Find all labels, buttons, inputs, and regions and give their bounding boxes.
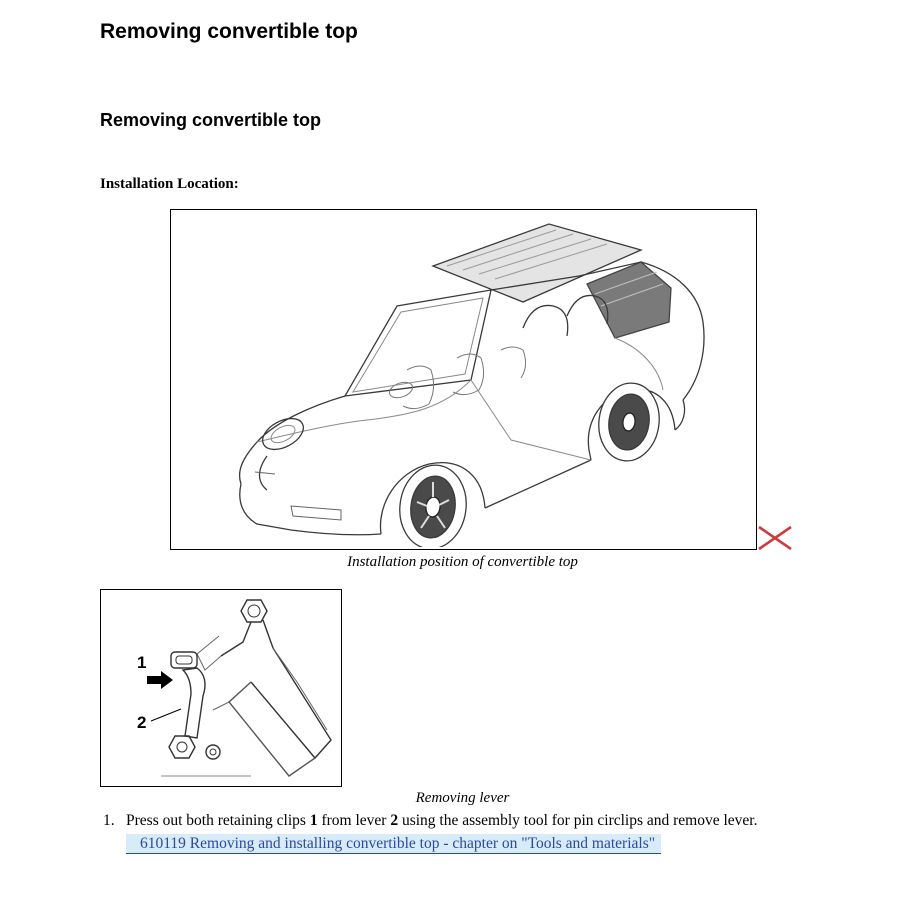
step-text <box>126 809 779 855</box>
figure-lever <box>100 589 342 787</box>
callout-label-2: 2 <box>137 713 147 732</box>
step-text-part: using the assembly tool for pin circlips and remove lever. <box>398 812 758 829</box>
ref-number-2: 2 <box>390 812 399 829</box>
page-title: Removing convertible top <box>100 20 358 43</box>
installation-location-label: Installation Location: <box>100 176 239 192</box>
step-text-part: from lever <box>317 812 391 829</box>
step-1 <box>103 809 779 855</box>
callout-leader-line <box>151 709 181 721</box>
ref-number-1: 1 <box>309 812 318 829</box>
callout-arrow-icon <box>147 671 173 689</box>
chapter-link-text: 610119 Removing and installing convertible top - chapter on "Tools and materials" <box>140 835 656 852</box>
callout-label-1: 1 <box>137 653 147 672</box>
figure-car-caption: Installation position of convertible top <box>347 554 578 570</box>
figure-car <box>170 209 757 550</box>
step-text-part: Press out both retaining clips <box>126 812 310 829</box>
chapter-link-610119[interactable] <box>126 834 661 854</box>
step-number: 1. <box>103 812 115 829</box>
section-title: Removing convertible top <box>100 110 322 130</box>
figure-lever-caption: Removing lever <box>415 790 510 806</box>
cancel-x-icon <box>756 523 794 553</box>
lever-illustration <box>101 590 339 784</box>
car-illustration <box>171 210 754 547</box>
